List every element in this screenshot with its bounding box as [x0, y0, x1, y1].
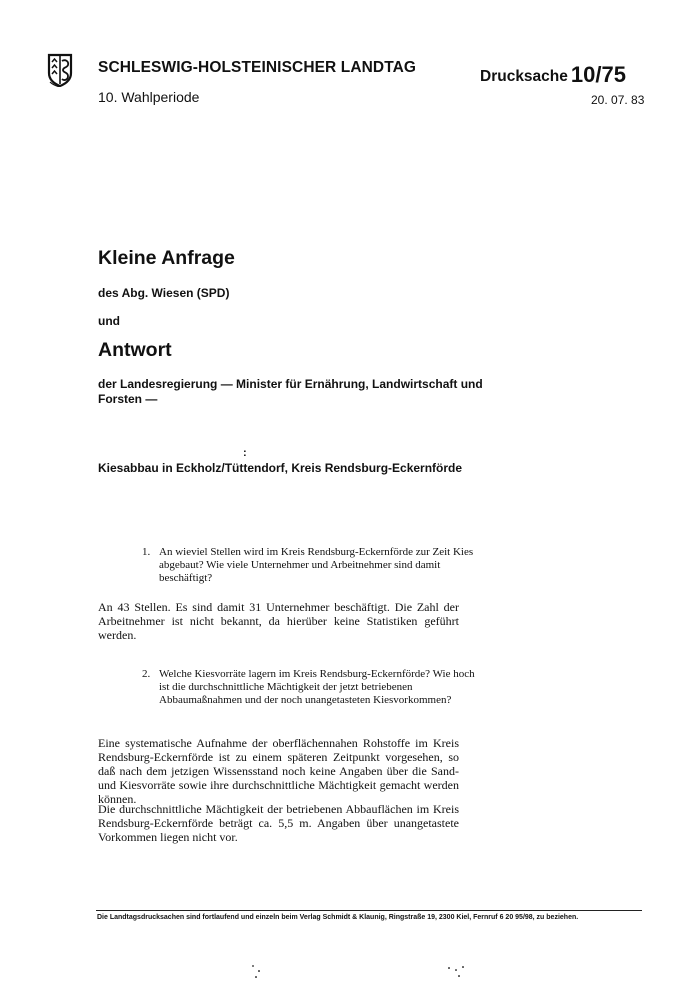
footer-divider	[96, 910, 642, 911]
question-text: Welche Kiesvorräte lagern im Kreis Rendsburg-Eckernförde? Wie hoch ist die durchschnittliche Mächtigkeit der jetzt betriebenen Abbaumaßnahmen und der noch unangetasteten Kiesvorkommen?	[159, 668, 475, 706]
respondent: der Landesregierung — Minister für Ernährung, Landwirtschaft und Forsten —	[98, 377, 483, 406]
answer-2-paragraph-2: Die durchschnittliche Mächtigkeit der betriebenen Abbauflächen im Kreis Rendsburg-Eckernförde beträgt ca. 5,5 m. Angaben über unangetastete Vorkommen liegen nicht vor.	[98, 802, 459, 844]
answer-heading: Antwort	[98, 339, 172, 361]
question-text: An wieviel Stellen wird im Kreis Rendsburg-Eckernförde zur Zeit Kies abgebaut? Wie viele Unternehmer und Arbeitnehmer sind damit beschäftigt?	[159, 546, 474, 584]
answer-1: An 43 Stellen. Es sind damit 31 Unternehmer beschäftigt. Die Zahl der Arbeitnehmer ist nicht bekannt, da hierüber keine Statistiken geführt werden.	[98, 600, 459, 642]
document-date: 20. 07. 83	[591, 93, 645, 107]
conjunction: und	[98, 314, 120, 328]
document-label: Drucksache	[480, 68, 568, 85]
answer-2-paragraph-1: Eine systematische Aufnahme der oberflächennahen Rohstoffe im Kreis Rendsburg-Eckernförde ist zu einem späteren Zeitpunkt vorgesehen, so daß nach dem jetzigen Wissensstand noch keine Angaben über die Sand- und Kiesvorräte sowie ihre durchschnittliche Mächtigkeit gemacht werden können.	[98, 736, 459, 806]
legislative-period: 10. Wahlperiode	[98, 89, 200, 105]
coat-of-arms-icon	[47, 53, 73, 87]
subject-line: Kiesabbau in Eckholz/Tüttendorf, Kreis Rendsburg-Eckernförde	[98, 461, 463, 475]
question-number: 2.	[142, 668, 151, 680]
document-id	[480, 62, 626, 88]
stray-mark: :	[243, 447, 247, 459]
footer-notice: Die Landtagsdrucksachen sind fortlaufend und einzeln beim Verlag Schmidt & Klaunig, Ringstraße 19, 2300 Kiel, Fernruf 6 20 95/98, zu beziehen.	[97, 914, 579, 921]
question-2	[142, 668, 482, 707]
question-number: 1.	[142, 546, 151, 558]
inquiry-type-heading: Kleine Anfrage	[98, 247, 235, 269]
question-1	[142, 546, 482, 585]
inquirer: des Abg. Wiesen (SPD)	[98, 286, 230, 300]
document-number: 10/75	[570, 62, 626, 87]
parliament-name: SCHLESWIG-HOLSTEINISCHER LANDTAG	[98, 59, 417, 76]
